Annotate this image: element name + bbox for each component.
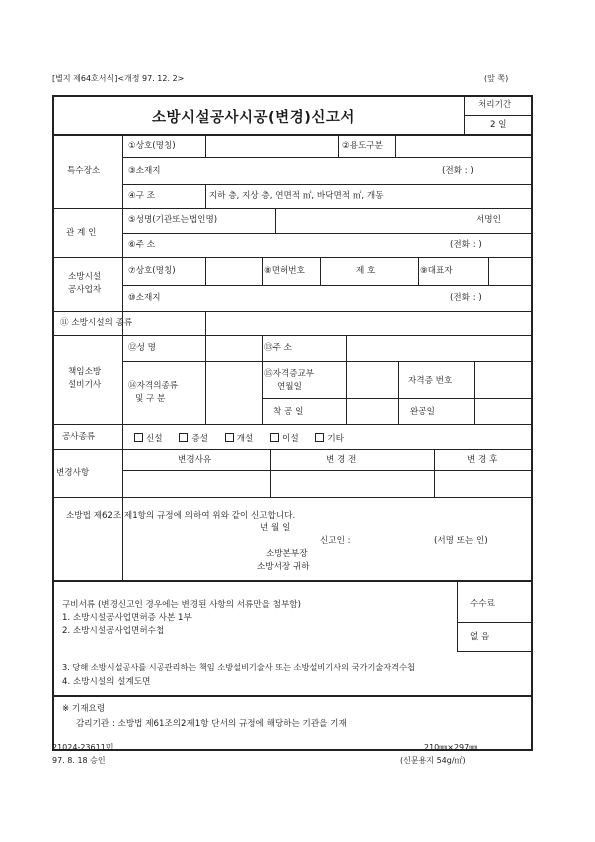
- page-side-label: (앞 쪽): [484, 74, 509, 83]
- contractor-phone-label: (전화 : ): [450, 293, 482, 303]
- change-before-field[interactable]: [272, 472, 432, 495]
- qualification-type-label-1: ⑭자격의종류: [128, 381, 179, 391]
- processing-period-value: 2 일: [490, 120, 507, 130]
- engineer-section-label-2: 설비기사: [68, 380, 102, 390]
- work-type-label: 공사종류: [62, 432, 96, 442]
- declaration-date: 년 월 일: [260, 523, 291, 533]
- representative-field[interactable]: [490, 259, 529, 283]
- site-address-label: ③소재지: [128, 166, 161, 176]
- related-address-field[interactable]: [207, 235, 447, 255]
- contractor-address-field[interactable]: [207, 287, 447, 309]
- facility-type-field[interactable]: [207, 313, 529, 333]
- engineer-address-label: ⑬주 소: [264, 343, 292, 353]
- contractor-name-label: ⑦상호(명칭): [128, 266, 176, 276]
- site-structure-label: ④구 조: [128, 191, 156, 201]
- documents-heading: 구비서류 (변경신고인 경우에는 변경된 사항의 서류만을 첨부함): [62, 600, 301, 610]
- related-name-field[interactable]: [277, 210, 467, 231]
- contractor-address-label: ⑩소재지: [128, 293, 161, 303]
- contractor-name-field[interactable]: [207, 259, 260, 283]
- checkbox-icon: [315, 433, 324, 442]
- form-title: 소방시설공사시공(변경)신고서: [152, 110, 355, 126]
- site-use-field[interactable]: [397, 137, 529, 155]
- qualification-type-field[interactable]: [207, 363, 260, 422]
- contractor-section-label-1: 소방시설: [68, 272, 102, 282]
- related-phone-label: (전화 : ): [450, 240, 482, 250]
- engineer-address-field[interactable]: [348, 337, 529, 359]
- checkbox-icon: [270, 433, 279, 442]
- addressee-2: 소방서장 귀하: [257, 562, 310, 572]
- site-name-field[interactable]: [207, 137, 336, 155]
- related-section-label: 관 계 인: [66, 228, 97, 238]
- document-item-1: 1. 소방시설공사업면허증 사본 1부: [62, 613, 192, 623]
- option-expand[interactable]: 증설: [179, 434, 208, 444]
- paper-type: (신문용지 54g/㎡): [400, 756, 466, 765]
- site-address-field[interactable]: [207, 160, 437, 182]
- option-new[interactable]: 신설: [134, 434, 163, 444]
- qualification-type-label-2: 및 구 분: [135, 394, 166, 404]
- cert-issue-label-1: ⑮자격증교부: [264, 369, 315, 379]
- paper-size: 210㎜×297㎜: [424, 743, 478, 752]
- site-section-label: 특수장소: [67, 166, 101, 176]
- addressee-1: 소방본부장: [266, 549, 308, 559]
- notes-heading: ※ 기재요령: [62, 704, 106, 714]
- related-sign-label: 서명인: [476, 215, 501, 225]
- checkbox-icon: [225, 433, 234, 442]
- processing-period-label: 처리기간: [478, 100, 512, 110]
- facility-type-label: ⑪ 소방시설의 종류: [60, 318, 133, 328]
- change-reason-header: 변경사유: [178, 455, 212, 465]
- fee-value: 없 음: [470, 632, 490, 642]
- form-reference: [별지 제64호서식]<개정 97. 12. 2>: [52, 74, 185, 83]
- reporter-sign: (서명 또는 인): [434, 536, 488, 546]
- cert-number-field[interactable]: [476, 363, 529, 396]
- form-code: 21024-23611민: [52, 743, 114, 752]
- cert-issue-field[interactable]: [348, 363, 396, 396]
- start-date-label: 착 공 일: [273, 407, 304, 417]
- option-renovate[interactable]: 개설: [225, 434, 254, 444]
- completion-date-field[interactable]: [476, 400, 529, 422]
- site-use-label: ②용도구분: [342, 141, 383, 151]
- engineer-section-label-1: 책임소방: [68, 367, 102, 377]
- license-number-label: ⑧면허번호: [264, 266, 305, 276]
- notes-text: 감리기관 : 소방법 제61조의2제1항 단서의 규정에 해당하는 기관을 기재: [76, 719, 347, 729]
- contractor-section-label-2: 공사업자: [68, 285, 102, 295]
- fee-label: 수수료: [470, 599, 495, 609]
- related-address-label: ⑥주 소: [128, 240, 156, 250]
- option-relocate[interactable]: 이설: [270, 434, 299, 444]
- approval-date: 97. 8. 18 승인: [52, 756, 106, 765]
- completion-date-label: 완공일: [410, 407, 435, 417]
- change-after-header: 변 경 후: [467, 455, 498, 465]
- checkbox-icon: [134, 433, 143, 442]
- document-item-3: 3. 당해 소방시설공사를 시공관리하는 책임 소방설비기술사 또는 소방설비기사의 국가기술자격수첩: [62, 662, 415, 672]
- engineer-name-field[interactable]: [207, 337, 260, 359]
- site-structure-value[interactable]: 지하 층, 지상 층, 연면적 ㎡, 바닥면적 ㎡, 개동: [209, 191, 384, 201]
- license-number-value[interactable]: 제 호: [356, 266, 376, 276]
- site-phone-label: (전화 : ): [442, 166, 474, 176]
- cert-issue-label-2: 연월일: [277, 382, 302, 392]
- representative-label: ⑨대표자: [420, 266, 453, 276]
- engineer-name-label: ⑫성 명: [128, 343, 156, 353]
- option-other[interactable]: 기타: [315, 434, 344, 444]
- change-section-label: 변경사항: [56, 468, 90, 478]
- document-item-2: 2. 소방시설공사업면허수첩: [62, 626, 165, 636]
- start-date-field[interactable]: [348, 400, 396, 422]
- document-item-4: 4. 소방시설의 설계도면: [62, 677, 151, 687]
- site-name-label: ①상호(명칭): [128, 141, 176, 151]
- change-before-header: 변 경 전: [326, 455, 357, 465]
- work-type-options: [134, 432, 344, 444]
- related-name-label: ⑤성명(기관또는법인명): [128, 215, 218, 225]
- change-after-field[interactable]: [436, 472, 529, 495]
- change-reason-field[interactable]: [124, 472, 268, 495]
- cert-number-label: 자격증 번호: [408, 376, 453, 386]
- declaration-text: 소방법 제62조 제1항의 규정에 의하여 위와 같이 신고합니다.: [66, 511, 296, 521]
- checkbox-icon: [179, 433, 188, 442]
- reporter-label: 신고인 :: [320, 536, 351, 546]
